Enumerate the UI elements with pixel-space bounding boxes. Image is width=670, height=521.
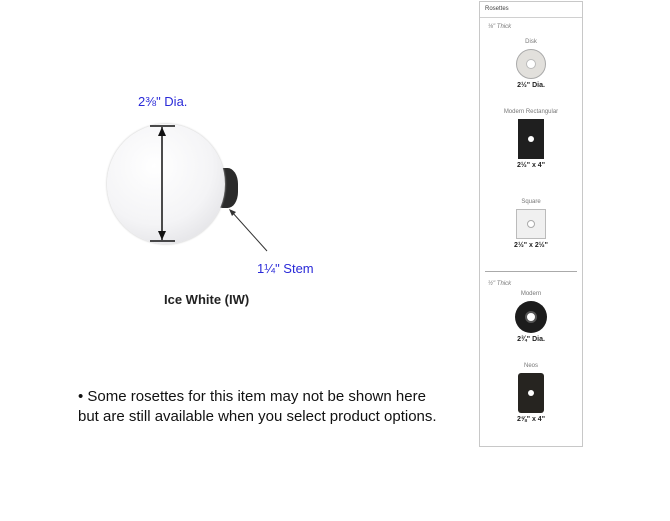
modern-rosette-icon: [515, 301, 547, 333]
rectangular-rosette-icon: [518, 119, 544, 159]
rosette-name: Neos: [523, 363, 538, 369]
stem-label: 1¼" Stem: [257, 261, 314, 276]
group-divider: [485, 271, 577, 272]
rosette-size: 2½" x 2½": [514, 242, 548, 249]
rosette-name: Modern: [520, 291, 542, 297]
dimension-lines: [0, 0, 300, 280]
square-rosette-icon: [516, 209, 546, 239]
diameter-label: 2⅜" Dia.: [138, 94, 188, 109]
rosette-name: Disk: [525, 39, 537, 45]
finish-caption: Ice White (IW): [164, 292, 250, 307]
thickness-label: ½" Thick: [488, 281, 512, 287]
rosette-size: 2⅝" x 4": [516, 416, 546, 423]
neos-rosette-icon: [518, 373, 544, 413]
rosette-disk[interactable]: [480, 39, 582, 89]
rosette-modern[interactable]: [480, 291, 582, 343]
rosette-square[interactable]: [480, 199, 582, 249]
rosettes-title: Rosettes: [480, 2, 582, 18]
rosette-size: 2½" x 4": [516, 162, 546, 169]
rosette-modern-rectangular[interactable]: [480, 109, 582, 169]
rosette-name: Square: [521, 199, 541, 205]
rosette-neos[interactable]: [480, 363, 582, 423]
rosette-size: 2½" Dia.: [517, 82, 545, 89]
rosette-name: Modern Rectangular: [503, 109, 559, 115]
rosette-size: 2¾" Dia.: [517, 336, 545, 343]
thickness-label: ⅛" Thick: [488, 24, 512, 30]
disk-rosette-icon: [516, 49, 546, 79]
availability-note: • Some rosettes for this item may not be shown here but are still available when you select product options.: [78, 388, 437, 425]
rosettes-panel: [479, 1, 583, 447]
